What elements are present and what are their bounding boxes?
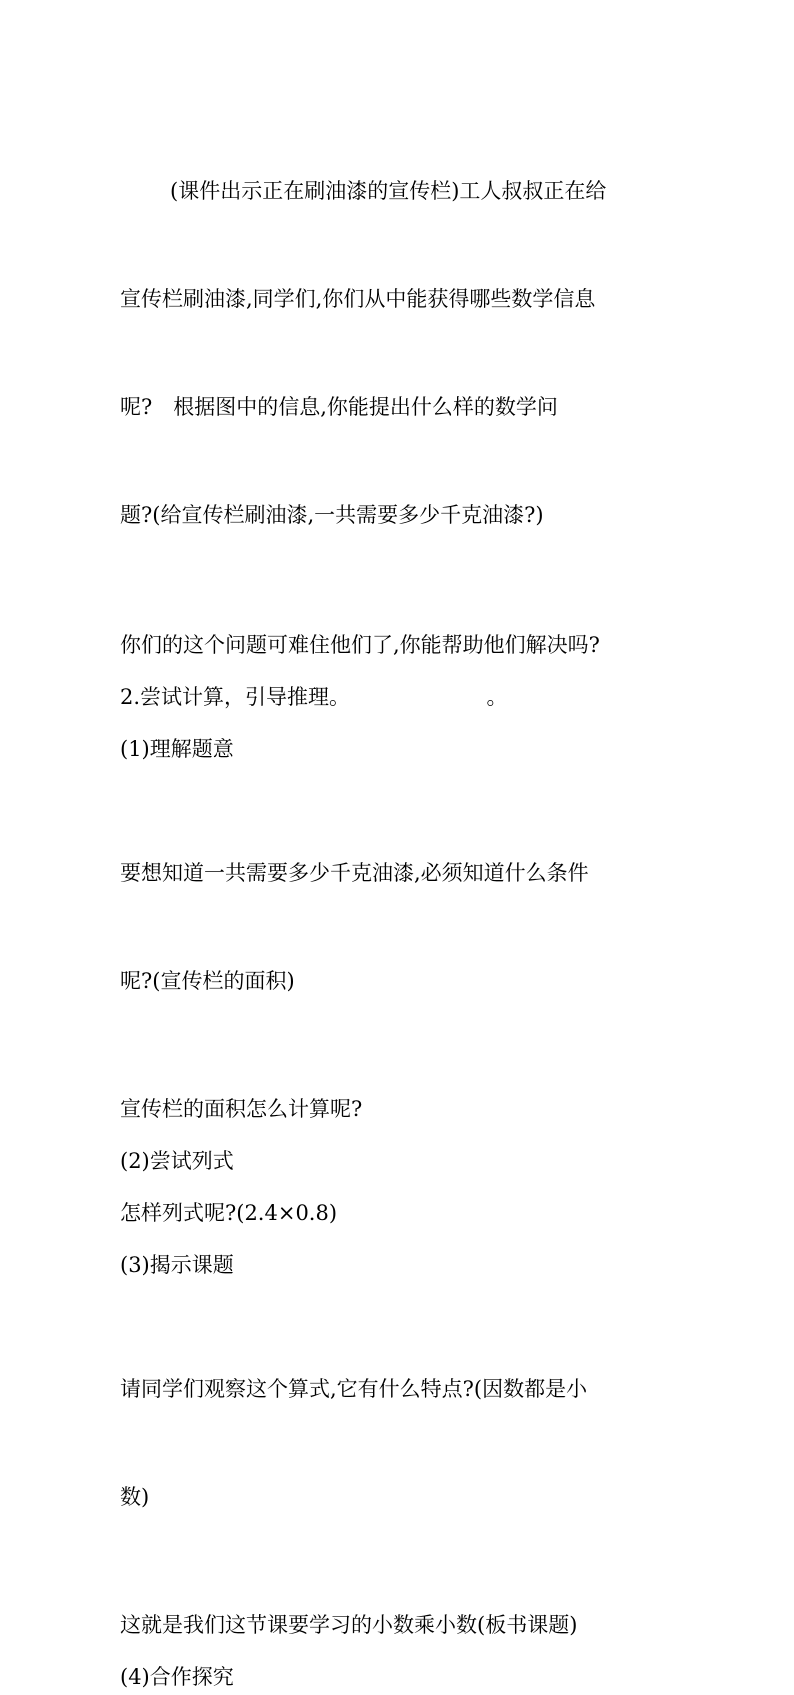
step-1-title: (1)理解题意: [120, 737, 234, 761]
step-4-title: (4)合作探究: [120, 1665, 234, 1689]
intro-line: (课件出示正在刷油漆的宣传栏)工人叔叔正在给: [170, 179, 607, 203]
intro-paragraph: [120, 101, 680, 605]
step-1-question-2: 宣传栏的面积怎么计算呢?: [120, 1097, 363, 1121]
step-3-title: (3)揭示课题: [120, 1253, 234, 1277]
paragraph-line: 要想知道一共需要多少千克油漆,必须知道什么条件: [120, 861, 589, 885]
paragraph-line: 请同学们观察这个算式,它有什么特点?(因数都是小: [120, 1377, 588, 1401]
step-3-question-2: 这就是我们这节课要学习的小数乘小数(板书课题): [120, 1613, 578, 1637]
paragraph-difficult: 你们的这个问题可难住他们了,你能帮助他们解决吗?: [120, 633, 600, 657]
document-body: [120, 101, 680, 1695]
paragraph-line: 呢?(宣传栏的面积): [120, 969, 295, 993]
intro-line: 呢? 根据图中的信息,你能提出什么样的数学问: [120, 395, 558, 419]
paragraph-line: 数): [120, 1485, 150, 1509]
step-2-question: 怎样列式呢?(2.4×0.8): [120, 1201, 338, 1225]
step-3-question-1: [120, 1299, 680, 1587]
intro-line: 题?(给宣传栏刷油漆,一共需要多少千克油漆?): [120, 503, 544, 527]
step-2-title: (2)尝试列式: [120, 1149, 234, 1173]
intro-line: 宣传栏刷油漆,同学们,你们从中能获得哪些数学信息: [120, 287, 596, 311]
step-1-question-1: [120, 783, 680, 1071]
step-2-heading: 2.尝试计算，引导推理。 。: [120, 685, 508, 709]
